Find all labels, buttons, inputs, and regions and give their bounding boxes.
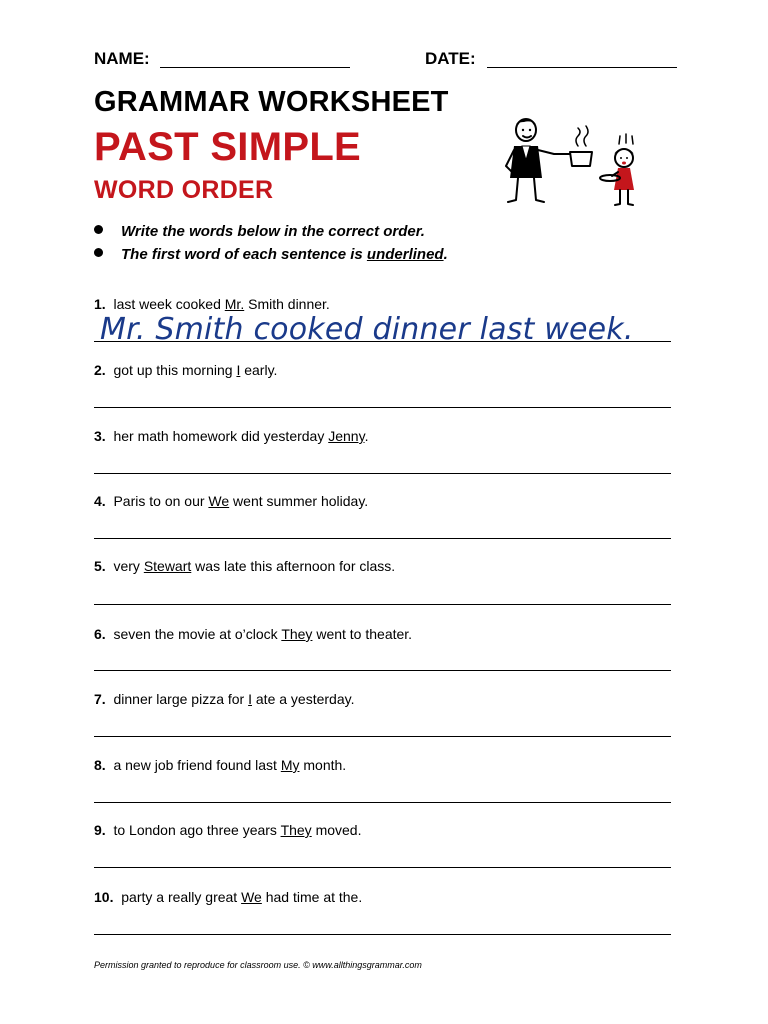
answer-line-9[interactable] [94,867,671,868]
answer-line-6[interactable] [94,670,671,671]
name-field[interactable] [160,67,350,68]
question-9: 9. to London ago three years They moved. [94,822,362,838]
question-5: 5. very Stewart was late this afternoon for class. [94,558,396,574]
name-label: NAME: [94,49,150,68]
bullet-icon [94,225,103,234]
question-3: 3. her math homework did yesterday Jenny. [94,428,369,444]
question-4: 4. Paris to on our We went summer holiday. [94,493,369,509]
answer-line-1[interactable] [94,341,671,342]
question-6: 6. seven the movie at o’clock They went to theater. [94,626,413,642]
question-10: 10. party a really great We had time at the. [94,889,363,905]
question-2: 2. got up this morning I early. [94,362,278,378]
answer-line-4[interactable] [94,538,671,539]
answer-line-7[interactable] [94,736,671,737]
question-8: 8. a new job friend found last My month. [94,757,347,773]
answer-line-10[interactable] [94,934,671,935]
date-label: DATE: [425,49,476,68]
instruction-2: The first word of each sentence is underlined. [94,246,448,263]
topic-title: PAST SIMPLE [94,125,362,169]
chef-cooking-illustration [496,116,646,208]
instruction-1: Write the words below in the correct order. [94,223,425,240]
answer-line-3[interactable] [94,473,671,474]
subtopic-title: WORD ORDER [94,176,274,204]
answer-line-8[interactable] [94,802,671,803]
example-answer: Mr. Smith cooked dinner last week. [100,312,634,347]
footer-copyright: Permission granted to reproduce for classroom use. © www.allthingsgrammar.com [94,960,422,970]
bullet-icon [94,248,103,257]
date-field[interactable] [487,67,677,68]
question-1: 1. last week cooked Mr. Smith dinner. [94,296,330,312]
worksheet-title: GRAMMAR WORKSHEET [94,86,449,118]
answer-line-5[interactable] [94,604,671,605]
answer-line-2[interactable] [94,407,671,408]
question-7: 7. dinner large pizza for I ate a yesterday. [94,691,355,707]
